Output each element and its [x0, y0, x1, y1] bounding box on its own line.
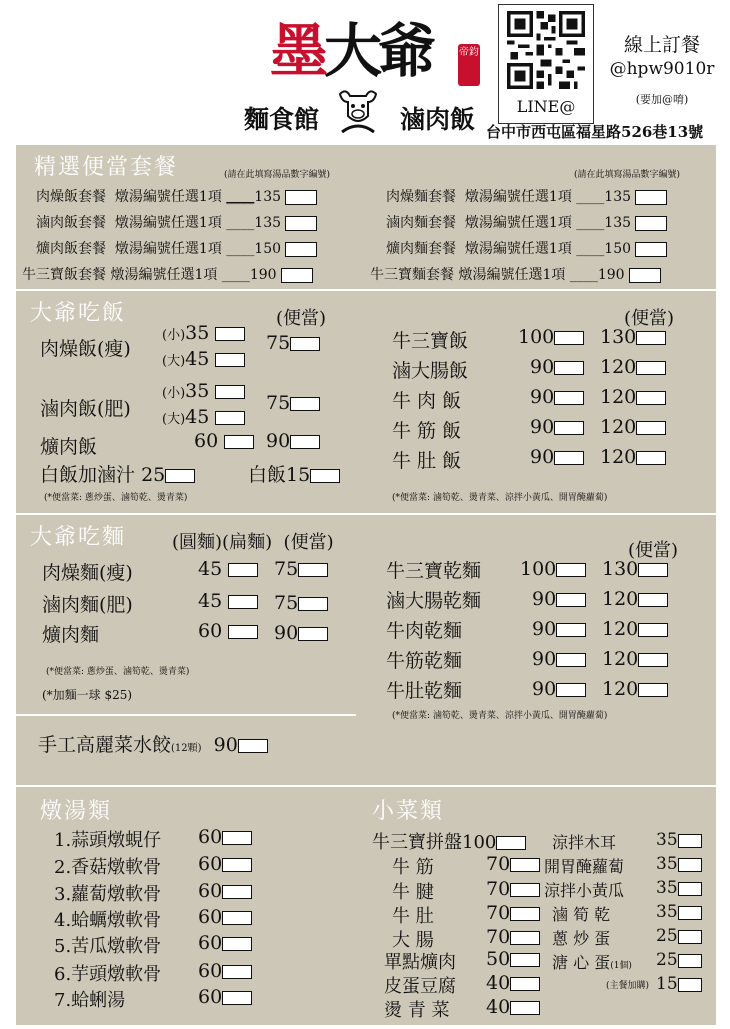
list-item: 滷肉麵套餐 燉湯編號任選1項 ____135: [386, 212, 667, 232]
list-item: 肉燥飯套餐 燉湯編號任選1項 ____135: [36, 186, 317, 206]
order-box[interactable]: [510, 953, 540, 967]
order-box[interactable]: [510, 931, 540, 945]
order-box[interactable]: [678, 882, 702, 896]
order-box[interactable]: [215, 385, 245, 399]
order-box[interactable]: [290, 337, 320, 351]
dumpling-item: 手工高麗菜水餃(12顆) 90: [38, 730, 268, 757]
list-item: 單點爌肉: [384, 952, 456, 973]
list-item: 大 腸: [392, 930, 434, 951]
list-item: 牛三寶飯: [392, 330, 469, 352]
list-item: 7.蛤蜊湯: [54, 990, 126, 1011]
order-box[interactable]: [556, 653, 586, 667]
list-item: 牛 肉 飯: [392, 390, 462, 412]
order-box[interactable]: [635, 190, 667, 205]
list-item: 牛三寶飯套餐 燉湯編號任選1項 ____190: [22, 264, 313, 284]
order-box[interactable]: [281, 268, 313, 283]
list-item: 5.苦瓜燉軟骨: [54, 936, 162, 957]
list-item: 2.香菇燉軟骨: [54, 857, 162, 878]
noodle-note-left: (*便當菜: 蔥炒蛋、滷筍乾、燙青菜): [46, 667, 190, 677]
order-box[interactable]: [638, 563, 668, 577]
order-box[interactable]: [298, 627, 328, 641]
subtitle-noodle-house: 麵食館: [244, 105, 320, 134]
order-box[interactable]: [635, 242, 667, 257]
order-box[interactable]: [629, 268, 661, 283]
order-box[interactable]: [678, 954, 702, 968]
order-box[interactable]: [636, 361, 666, 375]
order-box[interactable]: [222, 965, 252, 979]
list-item: 爌肉飯套餐 燉湯編號任選1項 ____150: [36, 238, 317, 258]
order-box[interactable]: [222, 885, 252, 899]
soup-title: 燉湯類: [40, 799, 113, 824]
list-item: 3.蘿蔔燉軟骨: [54, 884, 162, 905]
order-box[interactable]: [636, 421, 666, 435]
rice-rourao-name: 肉燥飯(瘦): [40, 338, 131, 360]
divider: [16, 714, 356, 716]
divider: [16, 513, 716, 515]
order-box[interactable]: [678, 858, 702, 872]
order-box[interactable]: [285, 216, 317, 231]
list-item: 皮蛋豆腐: [384, 976, 456, 997]
order-box[interactable]: [285, 190, 317, 205]
rice-baifan: 白飯15: [248, 460, 340, 487]
order-box[interactable]: [554, 391, 584, 405]
order-box[interactable]: [228, 625, 258, 639]
list-item: 爌肉麵: [42, 624, 100, 646]
list-item: 開胃醃蘿蔔: [544, 857, 625, 876]
divider: [16, 785, 716, 787]
list-item: 滷肉麵(肥): [42, 594, 133, 616]
noodle-note-right: (*便當菜: 滷筍乾、燙青菜、涼拌小黃瓜、開胃醃蘿蔔): [392, 711, 608, 721]
combo-note-right: (請在此填寫湯品數字編號): [574, 170, 681, 180]
order-box[interactable]: [222, 858, 252, 872]
list-item: 滷大腸乾麵: [386, 590, 482, 612]
list-item: 爌肉麵套餐 燉湯編號任選1項 ____150: [386, 238, 667, 258]
list-item: 肉燥麵套餐 燉湯編號任選1項 ____135: [386, 186, 667, 206]
order-box[interactable]: [510, 977, 540, 991]
list-item: (主餐加購): [606, 981, 650, 991]
line-title: 線上訂餐: [623, 34, 700, 56]
qr-label: LINE@: [516, 97, 576, 116]
line-id[interactable]: @hpw9010r: [609, 59, 715, 79]
order-box[interactable]: [310, 469, 340, 483]
rice-bento-label-right: (便當): [624, 308, 675, 329]
list-item: 牛 腱: [392, 882, 434, 903]
order-box[interactable]: [638, 623, 668, 637]
qr-code-icon: [507, 11, 585, 89]
noodle-bento-label-right: (便當): [628, 540, 679, 561]
order-box[interactable]: [636, 331, 666, 345]
noodle-title: 大爺吃麵: [30, 525, 127, 550]
order-box[interactable]: [224, 435, 254, 449]
order-box[interactable]: [635, 216, 667, 231]
order-box[interactable]: [228, 595, 258, 609]
line-note: (要加@唷): [635, 93, 689, 106]
order-box[interactable]: [238, 739, 268, 753]
list-item: 牛 筋 飯: [392, 420, 462, 442]
order-box[interactable]: [510, 1001, 540, 1015]
order-box[interactable]: [638, 653, 668, 667]
list-item: 牛筋乾麵: [386, 650, 463, 672]
order-box[interactable]: [510, 858, 540, 872]
list-item: 1.蒜頭燉蜆仔: [54, 830, 162, 851]
rice-title: 大爺吃飯: [30, 301, 127, 326]
order-box[interactable]: [636, 391, 666, 405]
order-box[interactable]: [285, 242, 317, 257]
order-box[interactable]: [556, 683, 586, 697]
order-box[interactable]: [290, 397, 320, 411]
list-item: 肉燥麵(瘦): [42, 562, 133, 584]
list-item: 滷大腸飯: [392, 360, 469, 382]
order-box[interactable]: [165, 469, 195, 483]
rice-lurou-name: 滷肉飯(肥): [40, 398, 131, 420]
order-box[interactable]: [678, 930, 702, 944]
order-box[interactable]: [678, 834, 702, 848]
list-item: 燙 青 菜: [384, 1000, 450, 1021]
list-item: 4.蛤蠣燉軟骨: [54, 910, 162, 931]
list-item: 蔥 炒 蛋: [552, 929, 611, 948]
order-box[interactable]: [556, 623, 586, 637]
list-item: 涼拌小黃瓜: [544, 881, 625, 900]
logo-seal: 帝鈞: [458, 44, 480, 86]
list-item: 涼拌木耳: [552, 833, 617, 852]
order-box[interactable]: [298, 597, 328, 611]
noodle-header: (圓麵)(扁麵) (便當): [172, 532, 334, 553]
order-box[interactable]: [496, 836, 526, 850]
order-box[interactable]: [290, 435, 320, 449]
list-item: 牛 肚 飯: [392, 450, 462, 472]
line-order-info: [600, 30, 724, 107]
order-box[interactable]: [638, 683, 668, 697]
order-box[interactable]: [222, 991, 252, 1005]
rice-bento-label: (便當): [276, 308, 327, 329]
order-box[interactable]: [215, 411, 245, 425]
list-item: 牛三寶拼盤100: [372, 828, 526, 854]
line-qr-card[interactable]: [498, 4, 594, 124]
order-box[interactable]: [222, 911, 252, 925]
order-box[interactable]: [636, 451, 666, 465]
order-box[interactable]: [298, 563, 328, 577]
list-item: 牛 筋: [392, 857, 434, 878]
subtitle-braised-rice: 滷肉飯: [400, 105, 476, 134]
order-box[interactable]: [510, 907, 540, 921]
order-box[interactable]: [215, 353, 245, 367]
list-item: 滷肉飯套餐 燉湯編號任選1項 ____135: [36, 212, 317, 232]
order-box[interactable]: [638, 593, 668, 607]
address: 台中市西屯區福星路526巷13號: [486, 123, 704, 141]
list-item: 牛三寶乾麵: [386, 560, 482, 582]
list-item: 牛三寶麵套餐 燉湯編號任選1項 ____190: [370, 264, 661, 284]
order-box[interactable]: [556, 593, 586, 607]
rice-note-left: (*便當菜: 蔥炒蛋、滷筍乾、燙青菜): [44, 493, 188, 503]
logo-text: 墨大爺: [270, 17, 433, 85]
list-item: 滷 筍 乾: [552, 905, 611, 924]
list-item: 牛肚乾麵: [386, 680, 463, 702]
order-box[interactable]: [215, 327, 245, 341]
divider: [16, 289, 716, 291]
order-box[interactable]: [554, 451, 584, 465]
order-box[interactable]: [222, 831, 252, 845]
list-item: 溏 心 蛋(1個): [552, 953, 632, 972]
order-box[interactable]: [228, 563, 258, 577]
logo: [240, 4, 490, 132]
sides-title: 小菜類: [372, 799, 445, 824]
order-box[interactable]: [510, 883, 540, 897]
list-item: 牛肉乾麵: [386, 620, 463, 642]
order-box[interactable]: [554, 361, 584, 375]
rice-baifan-lu: 白飯加滷汁 25: [40, 460, 195, 487]
rice-note-right: (*便當菜: 滷筍乾、燙青菜、涼拌小黃瓜、開胃醃蘿蔔): [392, 493, 608, 503]
combo-title: 精選便當套餐: [34, 155, 179, 180]
order-box[interactable]: [556, 563, 586, 577]
list-item: 6.芋頭燉軟骨: [54, 964, 162, 985]
list-item: 牛 肚: [392, 906, 434, 927]
order-box[interactable]: [678, 906, 702, 920]
order-box[interactable]: [678, 978, 702, 992]
order-box[interactable]: [554, 421, 584, 435]
bull-icon: [336, 86, 380, 134]
rice-kuangrou-name: 爌肉飯: [40, 436, 98, 458]
order-box[interactable]: [222, 937, 252, 951]
combo-note-left: (請在此填寫湯品數字編號): [224, 170, 331, 180]
noodle-note-extra: (*加麵一球 $25): [42, 688, 133, 702]
order-box[interactable]: [554, 331, 584, 345]
